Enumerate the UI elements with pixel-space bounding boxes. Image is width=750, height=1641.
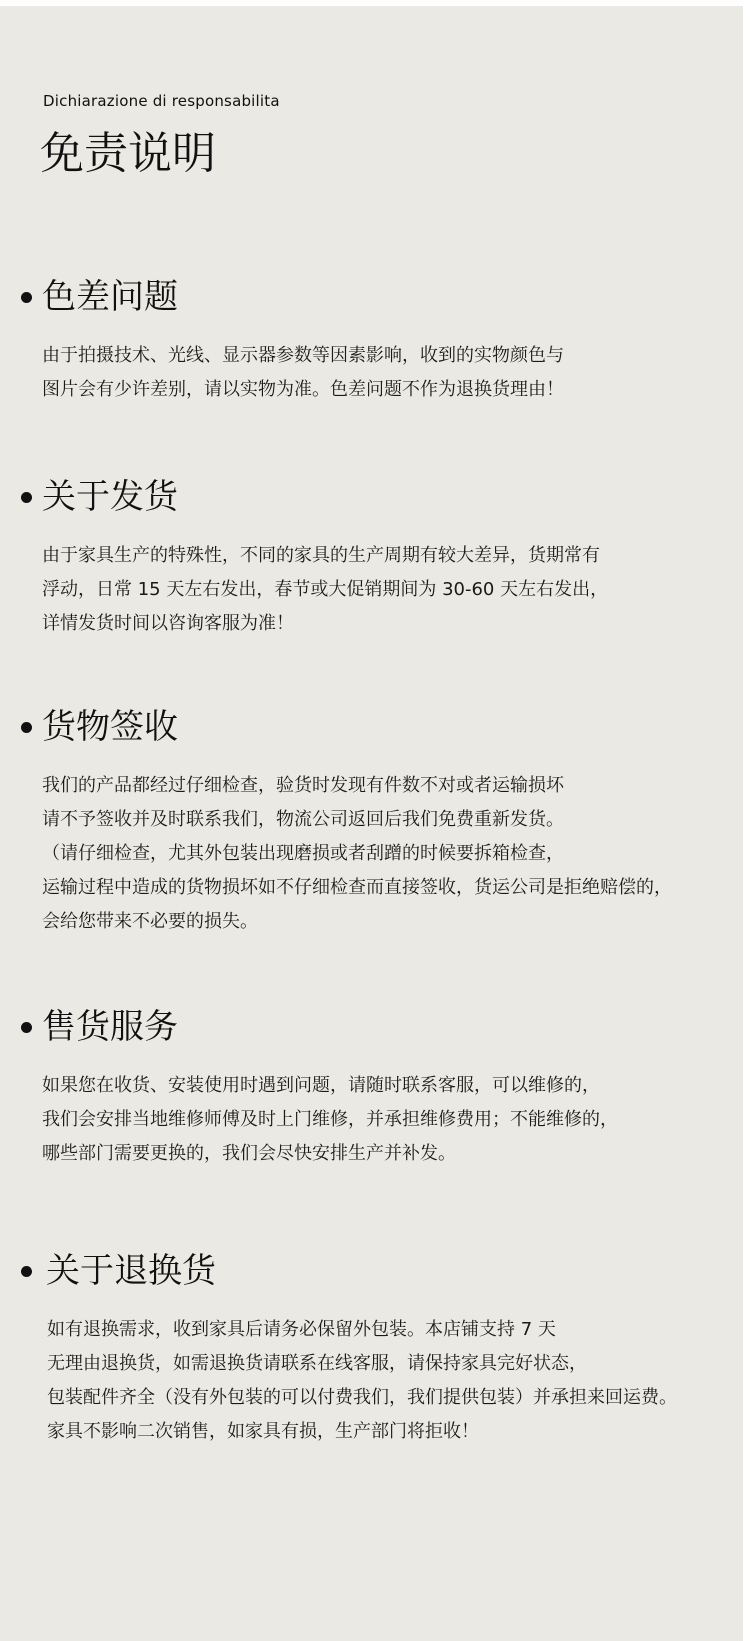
paragraph-line: 我们的产品都经过仔细检查，验货时发现有件数不对或者运输损坏 [42, 775, 564, 796]
disclaimer-page [0, 6, 743, 1641]
paragraph-line: 家具不影响二次销售，如家具有损，生产部门将拒收！ [47, 1421, 479, 1442]
paragraph-line: 无理由退换货，如需退换货请联系在线客服，请保持家具完好状态， [47, 1353, 587, 1374]
section-body [0, 1069, 743, 1171]
section-header [0, 272, 743, 322]
paragraph-line: 请不予签收并及时联系我们，物流公司返回后我们免费重新发货。 [42, 809, 564, 830]
paragraph-line: 如果您在收货、安装使用时遇到问题，请随时联系客服，可以维修的， [42, 1075, 600, 1096]
section-title: 售货服务 [42, 1007, 178, 1047]
bullet-dot-icon [21, 1022, 32, 1033]
section-title: 关于退换货 [46, 1251, 216, 1291]
bullet-dot-icon [21, 292, 32, 303]
paragraph-line: （请仔细检查，尤其外包装出现磨损或者刮蹭的时候要拆箱检查， [42, 843, 564, 864]
section-color-difference [0, 272, 743, 407]
section-body [0, 1313, 743, 1449]
paragraph-line: 包装配件齐全（没有外包装的可以付费我们，我们提供包装）并承担来回运费。 [47, 1387, 677, 1408]
section-body [0, 339, 743, 407]
section-receipt [0, 702, 743, 939]
paragraph-line: 浮动，日常 15 天左右发出，春节或大促销期间为 30-60 天左右发出， [42, 579, 609, 600]
page-subtitle: Dichiarazione di responsabilita [43, 92, 280, 110]
section-returns [0, 1246, 743, 1449]
section-body [0, 769, 743, 939]
bullet-dot-icon [21, 492, 32, 503]
section-header [0, 702, 743, 752]
section-header [0, 1246, 743, 1296]
section-after-sales [0, 1002, 743, 1171]
section-header [0, 472, 743, 522]
paragraph-line: 哪些部门需要更换的，我们会尽快安排生产并补发。 [42, 1143, 456, 1164]
paragraph-line: 如有退换需求，收到家具后请务必保留外包装。本店铺支持 7 天 [47, 1319, 556, 1340]
bullet-dot-icon [21, 722, 32, 733]
paragraph-line: 运输过程中造成的货物损坏如不仔细检查而直接签收，货运公司是拒绝赔偿的， [42, 877, 672, 898]
bullet-dot-icon [21, 1266, 32, 1277]
section-title: 关于发货 [42, 477, 178, 517]
section-shipping [0, 472, 743, 641]
paragraph-line: 由于家具生产的特殊性，不同的家具的生产周期有较大差异，货期常有 [42, 545, 600, 566]
page-title: 免责说明 [40, 128, 216, 179]
paragraph-line: 详情发货时间以咨询客服为准！ [42, 613, 294, 634]
paragraph-line: 我们会安排当地维修师傅及时上门维修，并承担维修费用；不能维修的， [42, 1109, 618, 1130]
section-body [0, 539, 743, 641]
section-header [0, 1002, 743, 1052]
paragraph-line: 由于拍摄技术、光线、显示器参数等因素影响，收到的实物颜色与 [42, 345, 564, 366]
section-title: 货物签收 [42, 707, 178, 747]
paragraph-line: 会给您带来不必要的损失。 [42, 911, 258, 932]
section-title: 色差问题 [42, 277, 178, 317]
paragraph-line: 图片会有少许差别，请以实物为准。色差问题不作为退换货理由！ [42, 379, 564, 400]
